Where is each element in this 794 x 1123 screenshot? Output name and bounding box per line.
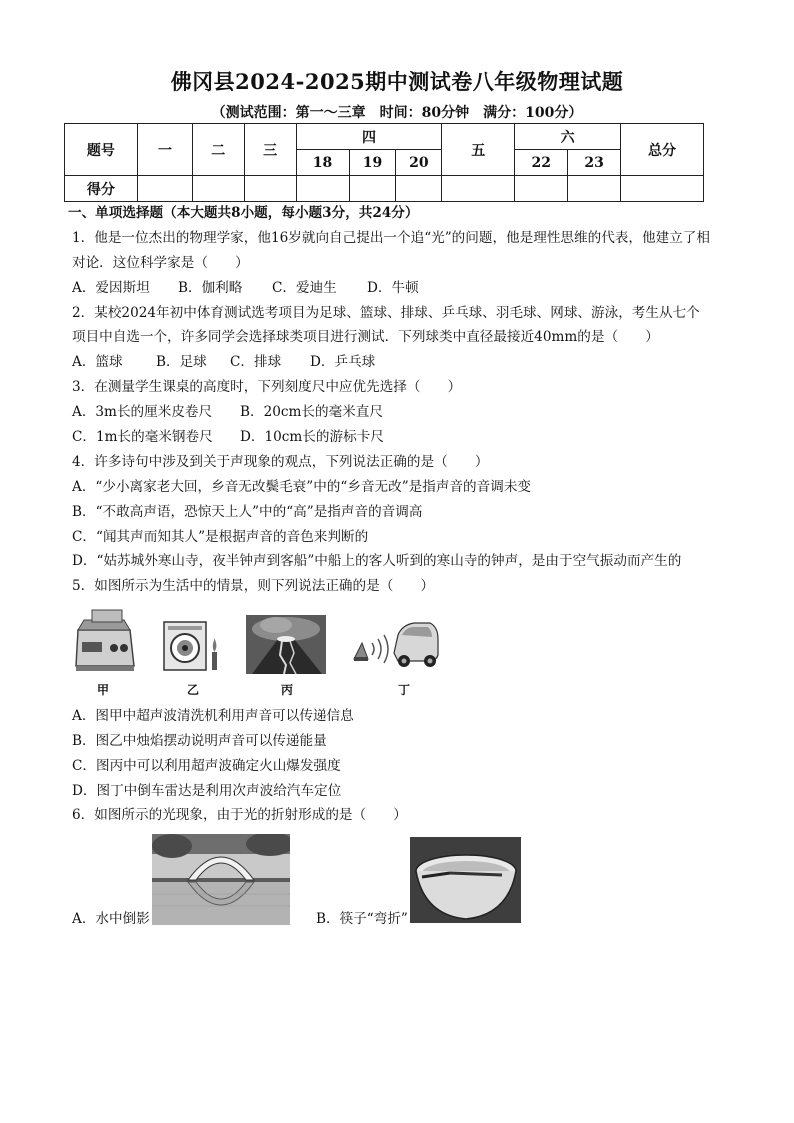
q4-option-a[interactable]: A．“少小离家老大回，乡音无改鬓毛衰”中的“乡音无改”是指声音的音调未变	[72, 479, 532, 495]
q6-option-b[interactable]: B．筷子“弯折”	[316, 911, 408, 927]
q3-stem: 3．在测量学生课桌的高度时，下列刻度尺中应优先选择（ ）	[72, 379, 462, 395]
score-cell[interactable]	[349, 176, 396, 202]
q6-stem: 6．如图所示的光现象，由于光的折射形成的是（ ）	[72, 807, 407, 823]
q3-option-c[interactable]: C．1m长的毫米钢卷尺	[72, 429, 213, 445]
q1-option-c[interactable]: C．爱迪生	[272, 280, 337, 296]
row-label-score: 得分	[65, 176, 138, 202]
q3-options-row2	[72, 425, 732, 450]
bridge-reflection-image	[152, 834, 290, 925]
q4-option-b[interactable]: B．“不敢高声语，恐惊天上人”中的“高”是指声音的音调高	[72, 504, 423, 520]
score-table	[64, 123, 704, 202]
q3-option-d[interactable]: D．10cm长的游标卡尺	[240, 429, 384, 445]
q2-options	[72, 350, 732, 375]
caption-ding: 丁	[398, 683, 411, 697]
q4-stem: 4．许多诗句中涉及到关于声现象的观点，下列说法正确的是（ ）	[72, 454, 489, 470]
volcano-image	[246, 615, 326, 674]
q3-option-b[interactable]: B．20cm长的毫米直尺	[240, 404, 383, 420]
q5-option-d[interactable]: D．图丁中倒车雷达是利用次声波给汽车定位	[72, 783, 342, 799]
q2-line2: 项目中自选一个，许多同学会选择球类项目进行测试．下列球类中直径最接近40mm的是（ ）	[72, 329, 659, 345]
score-cell[interactable]	[137, 176, 192, 202]
col-1: 一	[137, 124, 192, 176]
score-cell[interactable]	[568, 176, 621, 202]
bent-chopstick-image	[410, 837, 521, 923]
score-cell[interactable]	[396, 176, 442, 202]
exam-subtitle: （测试范围：第一～三章 时间：80分钟 满分：100分）	[211, 105, 583, 121]
col-20: 20	[396, 150, 442, 176]
col-19: 19	[349, 150, 396, 176]
exam-title: 佛冈县2024-2025期中测试卷八年级物理试题	[170, 69, 624, 94]
score-cell[interactable]	[515, 176, 568, 202]
q4-option-d[interactable]: D．“姑苏城外寒山寺，夜半钟声到客船”中船上的客人听到的寒山寺的钟声，是由于空气振动而产生的	[72, 553, 682, 569]
q1-option-a[interactable]: A．爱因斯坦	[72, 280, 150, 296]
q1-option-b[interactable]: B．伽利略	[178, 280, 243, 296]
col-22: 22	[515, 150, 568, 176]
score-cell[interactable]	[296, 176, 349, 202]
q2-line1: 2．某校2024年初中体育测试选考项目为足球、篮球、排球、乒乓球、羽毛球、网球、游泳，考生从七个	[72, 305, 700, 321]
col-3: 三	[244, 124, 296, 176]
q4-option-c[interactable]: C．“闻其声而知其人”是根据声音的音色来判断的	[72, 529, 369, 545]
speaker-candle-image	[160, 618, 222, 674]
ultrasonic-cleaner-image	[72, 608, 138, 676]
q2-option-b[interactable]: B．足球	[156, 354, 207, 370]
q3-options-row1	[72, 400, 732, 425]
caption-bing: 丙	[281, 683, 294, 697]
q1-line1: 1．他是一位杰出的物理学家，他16岁就向自己提出一个追“光”的问题，他是理性思维的代表，他建立了相	[72, 230, 710, 246]
score-cell[interactable]	[192, 176, 244, 202]
col-2: 二	[192, 124, 244, 176]
caption-yi: 乙	[187, 683, 200, 697]
q2-option-d[interactable]: D．乒乓球	[310, 354, 376, 370]
q6-option-a[interactable]: A．水中倒影	[72, 911, 150, 927]
col-5: 五	[442, 124, 515, 176]
q5-stem: 5．如图所示为生活中的情景，则下列说法正确的是（ ）	[72, 578, 435, 594]
row-label-question-number: 题号	[65, 124, 138, 176]
q2-option-a[interactable]: A．篮球	[72, 354, 123, 370]
col-6-group: 六	[515, 124, 621, 150]
q3-option-a[interactable]: A．3m长的厘米皮卷尺	[72, 404, 213, 420]
q2-option-c[interactable]: C．排球	[230, 354, 282, 370]
col-4-group: 四	[296, 124, 442, 150]
q5-option-c[interactable]: C．图丙中可以利用超声波确定火山爆发强度	[72, 758, 341, 774]
score-cell[interactable]	[621, 176, 704, 202]
q5-option-b[interactable]: B．图乙中烛焰摆动说明声音可以传递能量	[72, 733, 327, 749]
col-total: 总分	[621, 124, 704, 176]
q1-option-d[interactable]: D．牛顿	[367, 280, 419, 296]
score-cell[interactable]	[244, 176, 296, 202]
col-23: 23	[568, 150, 621, 176]
col-18: 18	[296, 150, 349, 176]
reversing-radar-image	[352, 613, 440, 673]
section-heading: 一、单项选择题（本大题共8小题，每小题3分，共24分）	[68, 205, 419, 221]
q1-options	[72, 276, 732, 301]
q1-line2: 对论．这位科学家是（ ）	[72, 255, 249, 271]
score-cell[interactable]	[442, 176, 515, 202]
q5-option-a[interactable]: A．图甲中超声波清洗机利用声音可以传递信息	[72, 708, 354, 724]
caption-jia: 甲	[97, 683, 110, 697]
